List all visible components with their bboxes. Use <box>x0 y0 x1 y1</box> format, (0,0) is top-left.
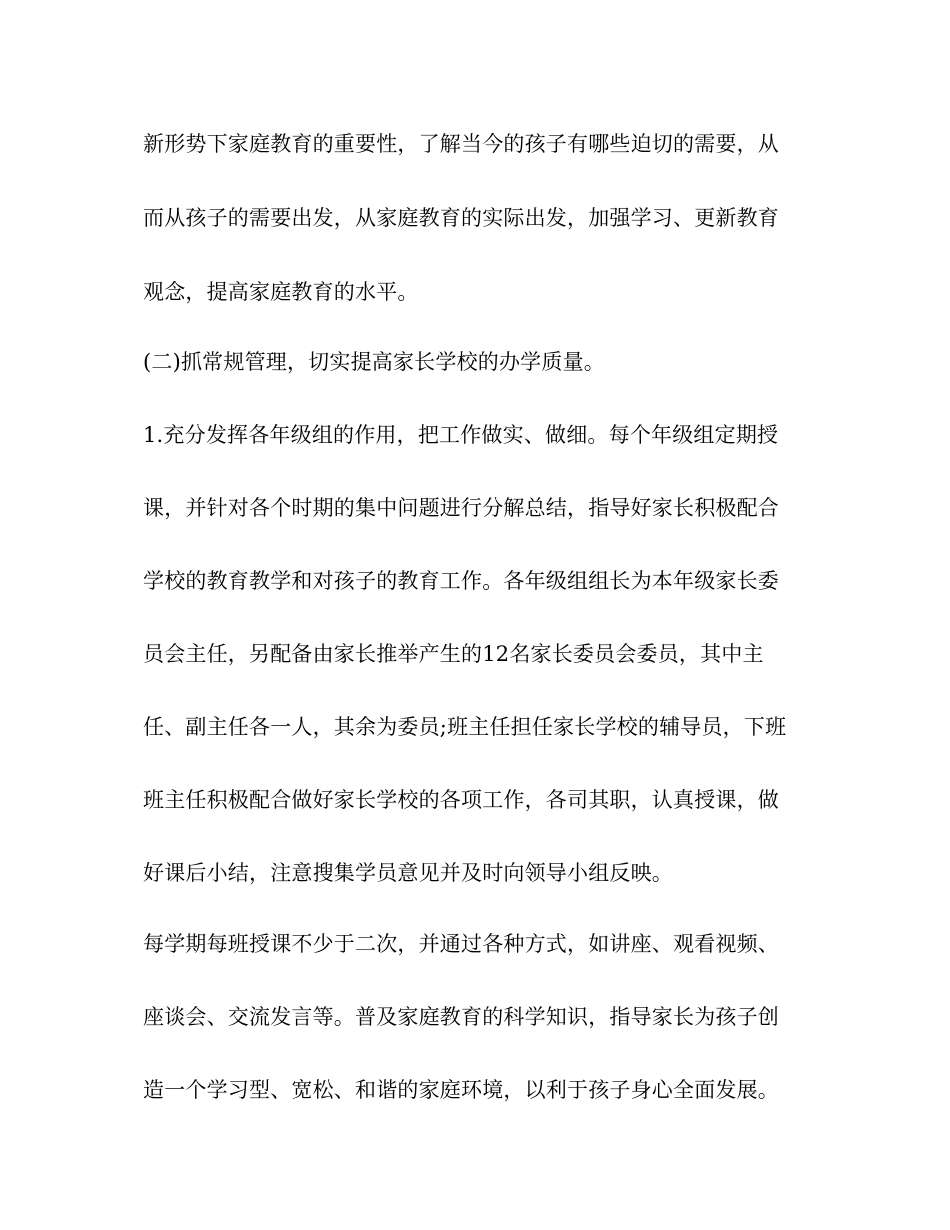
text-line: 而从孩子的需要出发，从家庭教育的实际出发，加强学习、更新教育 <box>143 206 779 230</box>
section-heading: (二)抓常规管理，切实提高家长学校的办学质量。 <box>143 350 605 374</box>
text-line: 学校的教育教学和对孩子的教育工作。各年级组组长为本年级家长委 <box>143 569 779 593</box>
text-line: 新形势下家庭教育的重要性，了解当今的孩子有哪些迫切的需要，从 <box>143 132 779 156</box>
text-line: 造一个学习型、宽松、和谐的家庭环境，以利于孩子身心全面发展。 <box>143 1078 779 1102</box>
text-line: 班主任积极配合做好家长学校的各项工作，各司其职，认真授课，做 <box>143 788 779 812</box>
text-line: 每学期每班授课不少于二次，并通过各种方式，如讲座、观看视频、 <box>143 932 779 956</box>
text-line: 好课后小结，注意搜集学员意见并及时向领导小组反映。 <box>143 861 673 885</box>
text-line: 1.充分发挥各年级组的作用，把工作做实、做细。每个年级组定期授 <box>143 423 779 447</box>
text-line: 课，并针对各个时期的集中问题进行分解总结，指导好家长积极配合 <box>143 496 779 520</box>
text-line: 观念，提高家庭教育的水平。 <box>143 280 419 304</box>
text-line: 任、副主任各一人，其余为委员;班主任担任家长学校的辅导员，下班 <box>143 715 787 739</box>
text-line: 座谈会、交流发言等。普及家庭教育的科学知识，指导家长为孩子创 <box>143 1005 779 1029</box>
text-line: 员会主任，另配备由家长推举产生的12名家长委员会委员，其中主 <box>143 642 764 666</box>
